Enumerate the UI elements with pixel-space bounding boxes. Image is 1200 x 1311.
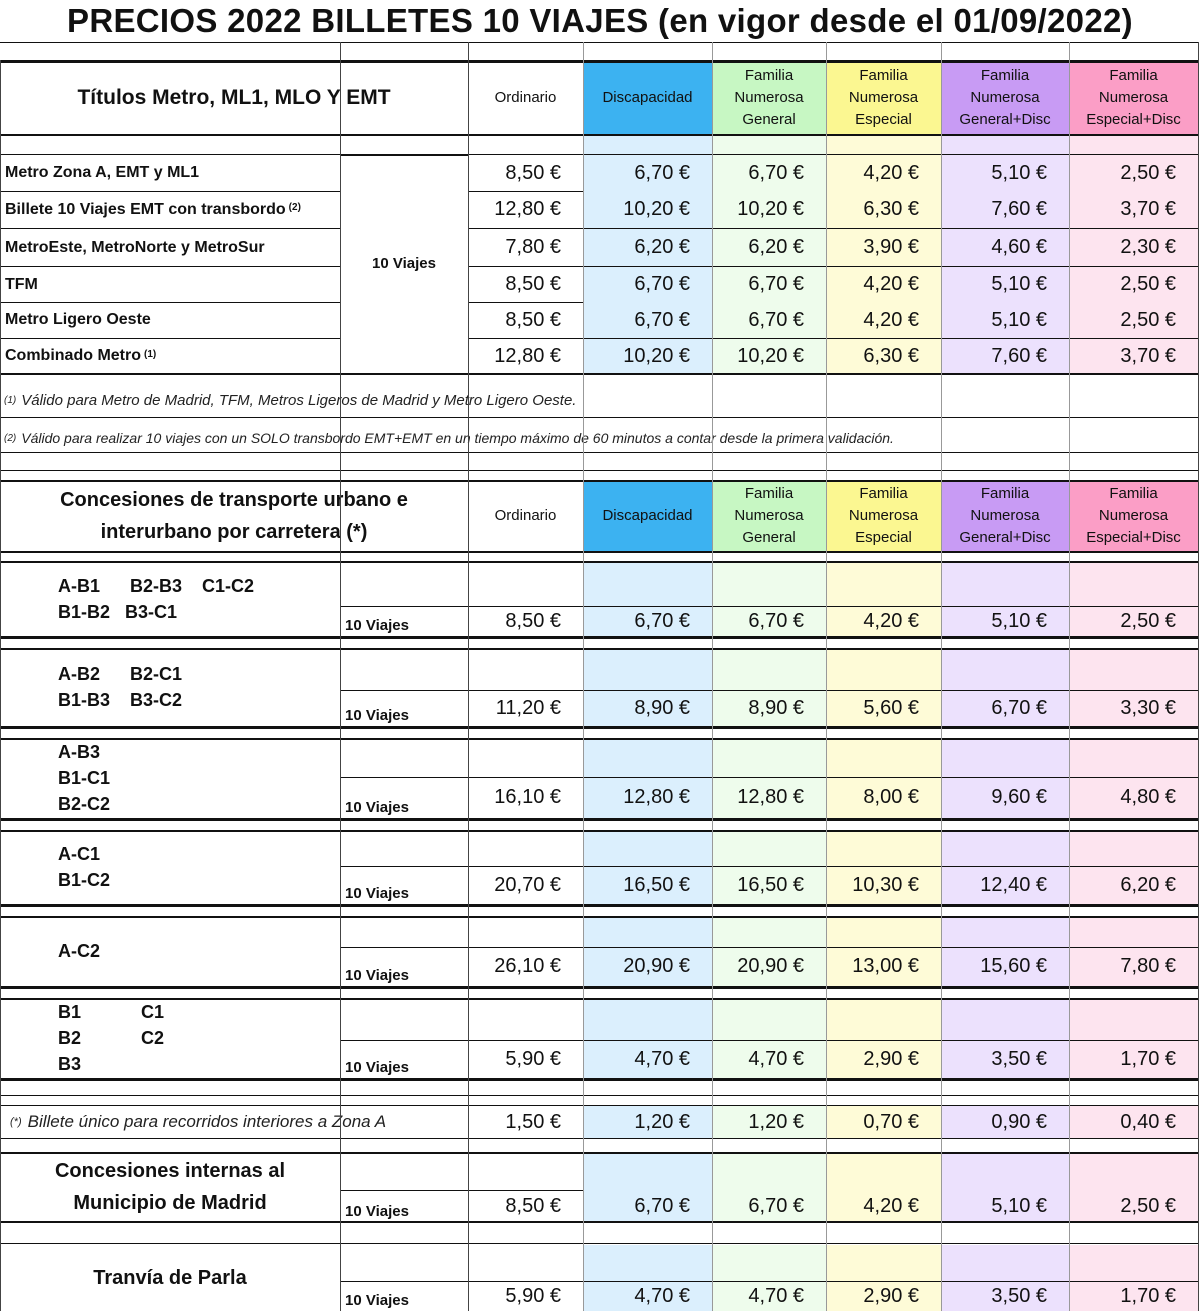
footnote-1 — [0, 385, 1198, 415]
empty-cell — [340, 1154, 468, 1190]
tint-cell — [826, 136, 941, 154]
price-fn-general-disc: 6,70 € — [941, 690, 1069, 726]
price-ordinario: 8,50 € — [505, 609, 561, 632]
ticket-name: Metro Zona A, EMT y ML1 — [5, 164, 200, 181]
tint-cell — [712, 916, 826, 947]
tint-cell — [941, 916, 1069, 947]
header-line: General+Disc — [959, 111, 1051, 128]
price-fn-especial: 4,20 € — [826, 302, 941, 338]
price-fn-especial-disc: 2,30 € — [1069, 229, 1198, 266]
price-discapacidad: 16,50 € — [583, 866, 712, 904]
tint-cell — [583, 830, 712, 866]
title-line: Municipio de Madrid — [73, 1192, 267, 1214]
tint-cell — [583, 738, 712, 777]
price-fn-general-disc: 5,10 € — [941, 302, 1069, 338]
tint-cell — [583, 648, 712, 690]
ticket-label — [0, 267, 340, 302]
header-line: Especial+Disc — [1086, 529, 1181, 546]
empty-cell — [340, 648, 468, 690]
price-fn-general: 10,20 € — [712, 191, 826, 228]
zone-pair: B2-C2 — [58, 794, 111, 814]
section-title-tranvia-parla: Tranvía de Parla — [93, 1267, 247, 1289]
tint-cell — [1069, 998, 1198, 1040]
tint-cell — [941, 1154, 1069, 1190]
zone-pair: A-B3 — [58, 742, 101, 762]
rule-line — [0, 470, 1198, 471]
header-line: Numerosa — [734, 507, 804, 524]
ticket-label — [0, 229, 340, 266]
zone-pair: A-B2 B2-C1 — [58, 664, 183, 684]
grid-line — [826, 42, 827, 1311]
tint-cell — [826, 738, 941, 777]
price-ordinario: 1,50 € — [505, 1110, 561, 1133]
tint-cell — [583, 916, 712, 947]
trips-label: 10 Viajes — [345, 967, 409, 984]
price-fn-general-disc: 5,10 € — [941, 155, 1069, 191]
page-title: PRECIOS 2022 BILLETES 10 VIAJES (en vigor desde el 01/09/2022) — [67, 2, 1133, 39]
tint-cell — [712, 1154, 826, 1190]
ticket-label — [0, 302, 340, 338]
price-discapacidad: 20,90 € — [583, 947, 712, 986]
price-fn-general: 1,20 € — [712, 1106, 826, 1138]
rule-line — [0, 648, 1198, 650]
tint-cell — [712, 561, 826, 606]
price-fn-general: 6,70 € — [712, 302, 826, 338]
price-discapacidad: 6,20 € — [583, 229, 712, 266]
tint-cell — [712, 998, 826, 1040]
trips-label: 10 Viajes — [345, 1292, 409, 1309]
empty-cell — [340, 738, 468, 777]
price-fn-general-disc: 5,10 € — [941, 1190, 1069, 1222]
tint-cell — [1069, 830, 1198, 866]
price-discapacidad: 10,20 € — [583, 339, 712, 373]
trips-label: 10 Viajes — [345, 1203, 409, 1220]
rule-line — [0, 1243, 1198, 1244]
tint-cell — [941, 1245, 1069, 1281]
price-ordinario: 20,70 € — [494, 873, 561, 896]
price-discapacidad: 6,70 € — [583, 155, 712, 191]
empty-cell — [340, 830, 468, 866]
tint-cell — [826, 1245, 941, 1281]
header-line: Numerosa — [970, 89, 1040, 106]
rule-line — [0, 1221, 1198, 1223]
tint-cell — [712, 1245, 826, 1281]
zone-pair: B1-C1 — [58, 768, 111, 788]
price-discapacidad: 6,70 € — [583, 1190, 712, 1222]
header-line: Numerosa — [848, 507, 919, 524]
grid-line — [1069, 42, 1070, 1311]
header-line: Familia — [859, 485, 908, 502]
price-fn-general: 12,80 € — [712, 777, 826, 818]
tint-cell — [712, 830, 826, 866]
tint-cell — [941, 136, 1069, 154]
ticket-label — [0, 155, 340, 191]
price-discapacidad: 12,80 € — [583, 777, 712, 818]
price-fn-especial-disc: 3,30 € — [1069, 690, 1198, 726]
grid-line — [941, 42, 942, 1311]
price-discapacidad: 8,90 € — [583, 690, 712, 726]
tint-cell — [941, 998, 1069, 1040]
price-fn-general: 6,70 € — [712, 155, 826, 191]
tint-cell — [826, 1154, 941, 1190]
header-ordinario: Ordinario — [494, 89, 557, 106]
empty-cell — [340, 561, 468, 606]
trips-label: 10 Viajes — [345, 617, 409, 634]
ticket-name: Billete 10 Viajes EMT con transbordo — [5, 200, 286, 218]
price-ordinario: 8,50 € — [505, 273, 561, 295]
rule-line — [0, 551, 1198, 553]
header-ordinario: Ordinario — [494, 507, 557, 524]
header-line: General — [742, 111, 796, 128]
title-line: Concesiones de transporte urbano e — [60, 489, 408, 511]
price-fn-especial: 2,90 € — [826, 1282, 941, 1311]
rule-line — [0, 1095, 1198, 1096]
price-fn-especial-disc: 0,40 € — [1069, 1106, 1198, 1138]
rule-line — [0, 1138, 1198, 1139]
zone-pair: B1-B3 B3-C2 — [58, 690, 183, 710]
header-line: Familia — [859, 67, 908, 84]
grid-line — [0, 60, 1, 1311]
price-fn-general: 6,70 € — [712, 267, 826, 302]
tint-cell — [583, 136, 712, 154]
header-line: Familia — [980, 485, 1030, 502]
price-fn-especial-disc: 4,80 € — [1069, 777, 1198, 818]
trips-label: 10 Viajes — [345, 707, 409, 724]
title-line: interurbano por carretera (*) — [100, 521, 368, 543]
zone-pair-group — [0, 916, 340, 986]
rule-line — [0, 916, 1198, 918]
header-discapacidad: Discapacidad — [583, 62, 712, 134]
price-fn-especial: 4,20 € — [826, 1190, 941, 1222]
zone-pair-group — [0, 561, 340, 636]
ticket-name: Combinado Metro — [5, 347, 141, 364]
price-fn-especial: 13,00 € — [826, 947, 941, 986]
header-fn-general-disc — [941, 481, 1069, 551]
price-fn-especial: 8,00 € — [826, 777, 941, 818]
rule-line — [0, 726, 1198, 729]
price-ordinario: 11,20 € — [495, 696, 561, 719]
header-line: Familia — [744, 67, 794, 84]
ticket-name: Metro Ligero Oeste — [5, 311, 151, 328]
tint-cell — [712, 738, 826, 777]
price-fn-general: 4,70 € — [712, 1040, 826, 1078]
price-fn-general-disc: 12,40 € — [941, 866, 1069, 904]
tint-cell — [1069, 561, 1198, 606]
price-fn-general-disc: 5,10 € — [941, 606, 1069, 636]
tint-cell — [826, 830, 941, 866]
footnote-mark: (1) — [144, 348, 157, 360]
price-fn-general: 10,20 € — [712, 339, 826, 373]
price-ordinario: 8,50 € — [505, 161, 561, 184]
price-discapacidad: 1,20 € — [583, 1106, 712, 1138]
price-ordinario: 5,90 € — [505, 1047, 561, 1070]
zone-pair: B1-C2 — [58, 870, 111, 890]
footnote-mark: (2) — [288, 202, 301, 213]
header-line: General+Disc — [959, 529, 1051, 546]
price-fn-especial-disc: 2,50 € — [1069, 606, 1198, 636]
rule-line — [0, 818, 1198, 821]
footnote-text: Válido para Metro de Madrid, TFM, Metros Ligeros de Madrid y Metro Ligero Oeste. — [21, 391, 577, 409]
rule-line — [0, 480, 1198, 482]
empty-cell — [340, 998, 468, 1040]
rule-line — [0, 998, 1198, 1000]
tint-cell — [712, 136, 826, 154]
footnote-mark: (*) — [10, 1116, 22, 1128]
section-title-concesiones — [0, 481, 468, 551]
price-fn-especial-disc: 2,50 € — [1069, 267, 1198, 302]
price-discapacidad: 6,70 € — [583, 267, 712, 302]
price-fn-especial: 2,90 € — [826, 1040, 941, 1078]
rule-line — [0, 561, 1198, 563]
zone-pair: A-C2 — [58, 941, 101, 961]
header-line: Numerosa — [1098, 89, 1169, 106]
tint-cell — [941, 830, 1069, 866]
price-ordinario: 16,10 € — [494, 786, 561, 808]
price-fn-general: 6,20 € — [712, 229, 826, 266]
price-ordinario: 8,50 € — [505, 1194, 561, 1217]
price-fn-especial-disc: 3,70 € — [1069, 339, 1198, 373]
tint-cell — [826, 916, 941, 947]
tint-cell — [826, 561, 941, 606]
section-title-municipio — [0, 1154, 340, 1220]
tint-cell — [583, 1154, 712, 1190]
zone-pair: B1 C1 — [58, 1002, 165, 1022]
rule-line — [0, 42, 1198, 43]
tint-cell — [941, 648, 1069, 690]
tint-cell — [1069, 1154, 1198, 1190]
header-fn-general-disc — [941, 62, 1069, 134]
grid-line — [340, 42, 341, 1311]
tint-cell — [826, 998, 941, 1040]
ticket-name: TFM — [5, 275, 38, 293]
header-line: Numerosa — [1098, 507, 1169, 524]
title-line: Concesiones internas al — [54, 1160, 286, 1182]
trips-label: 10 Viajes — [345, 1059, 409, 1076]
header-fn-general — [712, 481, 826, 551]
empty-cell — [340, 916, 468, 947]
price-fn-general-disc: 9,60 € — [941, 777, 1069, 818]
zone-pair: A-C1 — [58, 844, 101, 864]
grid-line — [1198, 42, 1199, 1311]
price-discapacidad: 10,20 € — [583, 191, 712, 228]
rule-line — [0, 738, 1198, 740]
zone-pair-group — [0, 738, 340, 818]
header-line: Especial — [855, 111, 912, 128]
trips-label: 10 Viajes — [345, 799, 409, 816]
tint-cell — [1069, 648, 1198, 690]
tint-cell — [941, 738, 1069, 777]
header-line: Familia — [744, 485, 794, 502]
header-line: Familia — [1109, 67, 1158, 84]
rule-line — [0, 452, 1198, 453]
header-line: Numerosa — [848, 89, 919, 106]
header-fn-especial-disc — [1069, 481, 1198, 551]
price-fn-especial: 4,20 € — [826, 267, 941, 302]
price-fn-especial: 6,30 € — [826, 339, 941, 373]
price-fn-general: 4,70 € — [712, 1282, 826, 1311]
header-fn-especial — [826, 62, 941, 134]
header-line: General — [742, 529, 796, 546]
price-fn-general-disc: 0,90 € — [941, 1106, 1069, 1138]
section-title-metro: Títulos Metro, ML1, MLO Y EMT — [77, 86, 391, 109]
price-fn-especial: 4,20 € — [826, 155, 941, 191]
tint-cell — [583, 1245, 712, 1281]
price-ordinario: 7,80 € — [505, 236, 561, 258]
zone-pair: A-B1 B2-B3 C1-C2 — [58, 575, 255, 596]
tint-cell — [583, 998, 712, 1040]
tint-cell — [712, 648, 826, 690]
tint-cell — [826, 648, 941, 690]
rule-line — [0, 374, 1198, 375]
rule-line — [0, 1078, 1198, 1081]
ticket-label — [0, 191, 340, 228]
header-discapacidad: Discapacidad — [583, 481, 712, 551]
price-ordinario: 12,80 € — [494, 198, 561, 220]
price-ordinario: 26,10 € — [494, 955, 561, 977]
price-fn-general: 8,90 € — [712, 690, 826, 726]
price-fn-especial: 5,60 € — [826, 690, 941, 726]
tint-cell — [583, 561, 712, 606]
header-line: Numerosa — [734, 89, 804, 106]
price-ordinario: 12,80 € — [494, 344, 561, 367]
price-fn-general: 6,70 € — [712, 606, 826, 636]
price-discapacidad: 6,70 € — [583, 606, 712, 636]
price-fn-especial: 10,30 € — [826, 866, 941, 904]
price-discapacidad: 4,70 € — [583, 1040, 712, 1078]
price-fn-especial-disc: 1,70 € — [1069, 1282, 1198, 1311]
header-fn-general — [712, 62, 826, 134]
trips-label: 10 Viajes — [345, 885, 409, 902]
price-fn-especial: 4,20 € — [826, 606, 941, 636]
price-fn-especial: 3,90 € — [826, 229, 941, 266]
footnote-mark: (2) — [4, 432, 17, 444]
rule-line — [0, 636, 1198, 639]
price-fn-general-disc: 5,10 € — [941, 267, 1069, 302]
tint-cell — [1069, 1245, 1198, 1281]
price-ordinario: 8,50 € — [505, 308, 561, 331]
header-line: Numerosa — [970, 507, 1040, 524]
header-line: Especial+Disc — [1086, 111, 1181, 128]
price-fn-especial-disc: 7,80 € — [1069, 947, 1198, 986]
price-fn-especial-disc: 2,50 € — [1069, 1190, 1198, 1222]
tint-cell — [1069, 136, 1198, 154]
single-ticket-label — [0, 1106, 468, 1138]
zone-pair-group — [0, 648, 340, 726]
price-fn-general-disc: 15,60 € — [941, 947, 1069, 986]
zone-pair: B3 — [58, 1054, 82, 1074]
footnote-text: Válido para realizar 10 viajes con un SOLO transbordo EMT+EMT en un tiempo máximo de 60 minutos a contar desde la primera validación. — [21, 430, 894, 446]
price-fn-general-disc: 3,50 € — [941, 1040, 1069, 1078]
footnote-2 — [0, 423, 1198, 453]
header-fn-especial-disc — [1069, 62, 1198, 134]
price-fn-especial-disc: 6,20 € — [1069, 866, 1198, 904]
price-ordinario: 5,90 € — [505, 1285, 561, 1307]
header-line: Especial — [855, 529, 912, 546]
rule-line — [0, 830, 1198, 832]
price-fn-general: 20,90 € — [712, 947, 826, 986]
tint-cell — [1069, 738, 1198, 777]
price-fn-especial-disc: 2,50 € — [1069, 155, 1198, 191]
price-fn-general-disc: 7,60 € — [941, 339, 1069, 373]
footnote-mark: (1) — [4, 394, 17, 406]
empty-cell — [340, 1245, 468, 1281]
header-fn-especial — [826, 481, 941, 551]
ticket-label — [0, 339, 340, 373]
group-label-10-viajes: 10 Viajes — [372, 255, 436, 272]
price-fn-general-disc: 3,50 € — [941, 1282, 1069, 1311]
price-fn-especial: 6,30 € — [826, 191, 941, 228]
rule-line — [0, 417, 1198, 418]
price-fn-especial: 0,70 € — [826, 1106, 941, 1138]
price-fn-general: 16,50 € — [712, 866, 826, 904]
grid-line — [712, 42, 713, 1311]
zone-pair: B2 C2 — [58, 1028, 165, 1048]
header-line: Familia — [980, 67, 1030, 84]
grid-line — [583, 42, 584, 1311]
ticket-name: MetroEste, MetroNorte y MetroSur — [5, 238, 265, 256]
price-fn-general-disc: 4,60 € — [941, 229, 1069, 266]
zone-pair-group — [0, 998, 340, 1078]
price-fn-especial-disc: 3,70 € — [1069, 191, 1198, 228]
price-fn-general-disc: 7,60 € — [941, 191, 1069, 228]
zone-pair: B1-B2 B3-C1 — [58, 601, 178, 622]
single-ticket-text: Billete único para recorridos interiores a Zona A — [27, 1112, 387, 1131]
tint-cell — [941, 561, 1069, 606]
tint-cell — [1069, 916, 1198, 947]
rule-line — [0, 904, 1198, 907]
price-discapacidad: 4,70 € — [583, 1282, 712, 1311]
price-fn-especial-disc: 1,70 € — [1069, 1040, 1198, 1078]
header-line: Familia — [1109, 485, 1158, 502]
zone-pair-group — [0, 830, 340, 904]
grid-line — [468, 42, 469, 1311]
price-fn-especial-disc: 2,50 € — [1069, 302, 1198, 338]
price-fn-general: 6,70 € — [712, 1190, 826, 1222]
rule-line — [0, 61, 1198, 63]
rule-line — [0, 986, 1198, 989]
price-discapacidad: 6,70 € — [583, 302, 712, 338]
